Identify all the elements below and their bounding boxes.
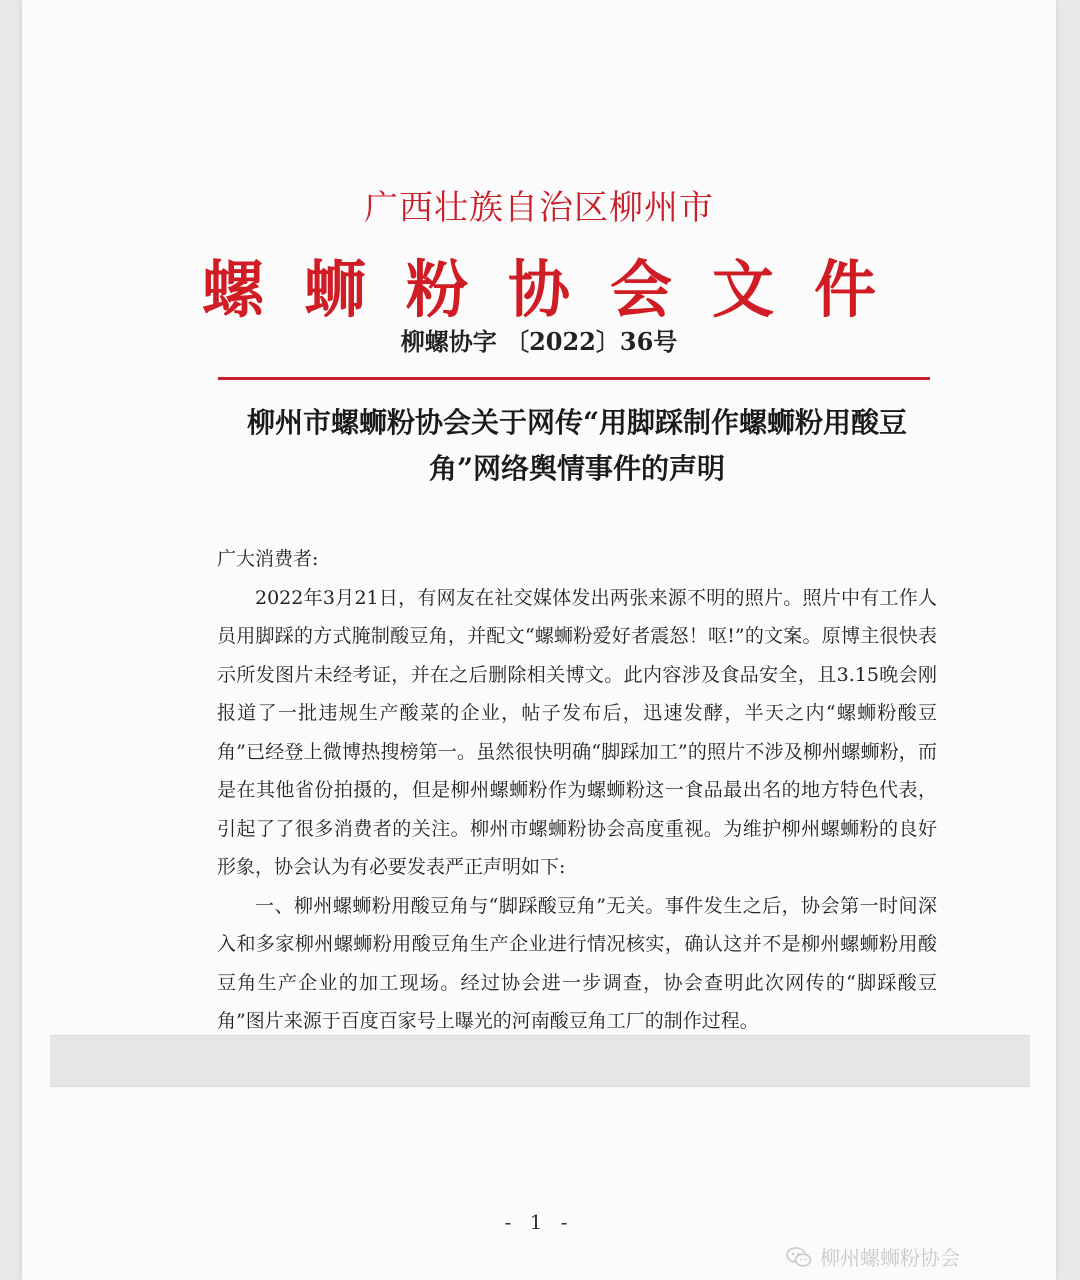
issuing-region: 广西壮族自治区柳州市 — [364, 188, 714, 228]
page-number: - 1 - — [504, 1210, 574, 1234]
page-break-band — [50, 1035, 1030, 1087]
statement-body — [217, 540, 937, 1041]
wechat-watermark — [786, 1242, 960, 1271]
paragraph-background: 2022年3月21日，有网友在社交媒体发出两张来源不明的照片。照片中有工作人员用脚踩的方式腌制酸豆角，并配文“螺蛳粉爱好者震怒！呕!”的文案。原博主很快表示所发图片未经考证，并在之后删除相关博文。此内容涉及食品安全，且3.15晚会刚报道了一批违规生产酸菜的企业，帖子发布后，迅速发酵，半天之内“螺蛳粉酸豆角”已经登上微博热搜榜第一。虽然很快明确“脚踩加工”的照片不涉及柳州螺蛳粉，而是在其他省份拍摄的，但是柳州螺蛳粉作为螺蛳粉这一食品最出名的地方特色代表，引起了了很多消费者的关注。柳州市螺蛳粉协会高度重视。为维护柳州螺蛳粉的良好形象，协会认为有必要发表严正声明如下: — [217, 586, 937, 878]
statement-title-line-2: 角”网络舆情事件的声明 — [428, 452, 726, 485]
watermark-text: 柳州螺蛳粉协会 — [820, 1246, 960, 1270]
salutation: 广大消费者: — [217, 548, 319, 570]
document-page — [22, 0, 1056, 1280]
document-header-title: 螺蛳粉协会文件 — [201, 253, 916, 326]
statement-title-line-1: 柳州市螺蛳粉协会关于网传“用脚踩制作螺蛳粉用酸豆 — [246, 406, 908, 439]
document-number: 柳螺协字 〔2022〕36号 — [400, 327, 678, 356]
paragraph-point-one: 一、柳州螺蛳粉用酸豆角与“脚踩酸豆角”无关。事件发生之后，协会第一时间深入和多家柳州螺蛳粉用酸豆角生产企业进行情况核实，确认这并不是柳州螺蛳粉用酸豆角生产企业的加工现场。经过协会进一步调查，协会查明此次网传的“脚踩酸豆角”图片来源于百度百家号上曝光的河南酸豆角工厂的制作过程。 — [217, 894, 937, 1032]
statement-title — [212, 400, 942, 492]
wechat-icon — [786, 1246, 812, 1268]
red-divider-line — [218, 377, 930, 380]
